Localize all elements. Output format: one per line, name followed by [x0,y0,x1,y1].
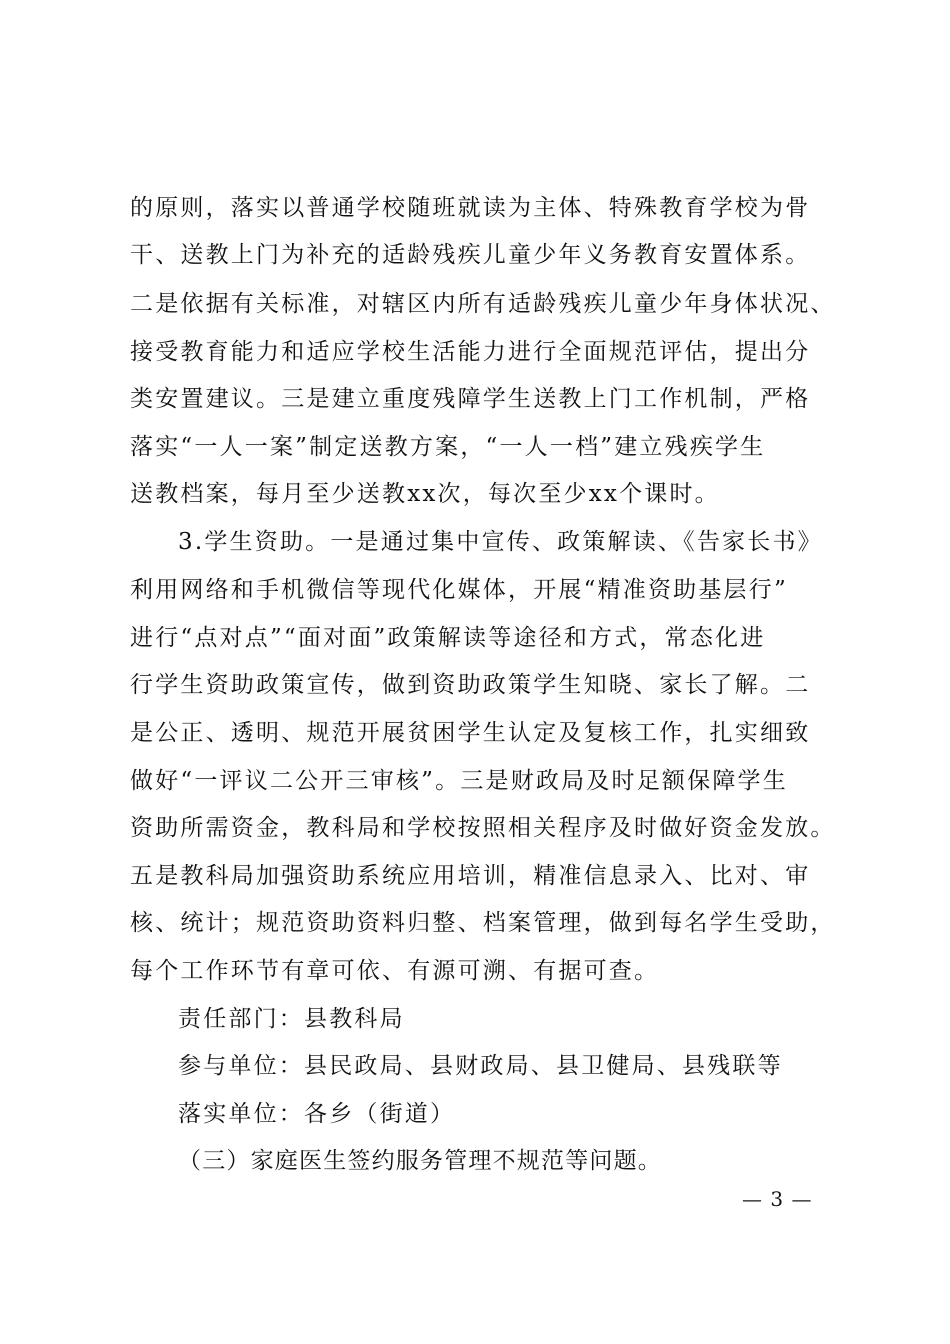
body-text-line: 接受教育能力和适应学校生活能力进行全面规范评估，提出分 [130,339,811,365]
body-text-line: 五是教科局加强资助系统应用培训，精准信息录入、比对、审 [130,863,811,889]
participating-units: 参与单位：县民政局、县财政局、县卫健局、县残联等 [178,1053,783,1079]
body-text-line: 每个工作环节有章可依、有源可溯、有据可查。 [130,958,660,984]
body-text-line: 资助所需资金，教科局和学校按照相关程序及时做好资金发放。 [130,815,836,841]
body-text-line: 的原则，落实以普通学校随班就读为主体、特殊教育学校为骨 [130,195,811,221]
body-text-line: 核、统计；规范资助资料归整、档案管理，做到每名学生受助， [130,910,836,936]
body-text-line: 是公正、透明、规范开展贫困学生认定及复核工作，扎实细致 [130,720,811,746]
body-text-line: 类安置建议。三是建立重度残障学生送教上门工作机制，严格 [130,386,811,412]
body-text-line: 送教档案，每月至少送教xx次，每次至少xx个课时。 [130,481,720,507]
body-text-line: 利用网络和手机微信等现代化媒体，开展“精准资助基层行” [130,577,788,603]
responsible-department: 责任部门：县教科局 [178,1006,405,1032]
implementing-units: 落实单位：各乡（街道） [178,1101,456,1127]
body-text-line: 干、送教上门为补充的适龄残疾儿童少年义务教育安置体系。 [130,242,811,268]
body-text-line: 二是依据有关标准，对辖区内所有适龄残疾儿童少年身体状况、 [130,291,836,317]
section-heading: （三）家庭医生签约服务管理不规范等问题。 [178,1148,662,1174]
body-text-line: 落实“一人一案”制定送教方案，“一人一档”建立残疾学生 [130,434,766,460]
page-number: — 3 — [742,1187,813,1211]
body-text-line: 3.学生资助。一是通过集中宣传、政策解读、《告家长书》 [178,529,823,555]
body-text-line: 行学生资助政策宣传，做到资助政策学生知晓、家长了解。二 [130,672,811,698]
body-text-line: 进行“点对点”“面对面”政策解读等途径和方式，常态化进 [130,625,766,651]
body-text-line: 做好“一评议二公开三审核”。三是财政局及时足额保障学生 [130,768,788,794]
